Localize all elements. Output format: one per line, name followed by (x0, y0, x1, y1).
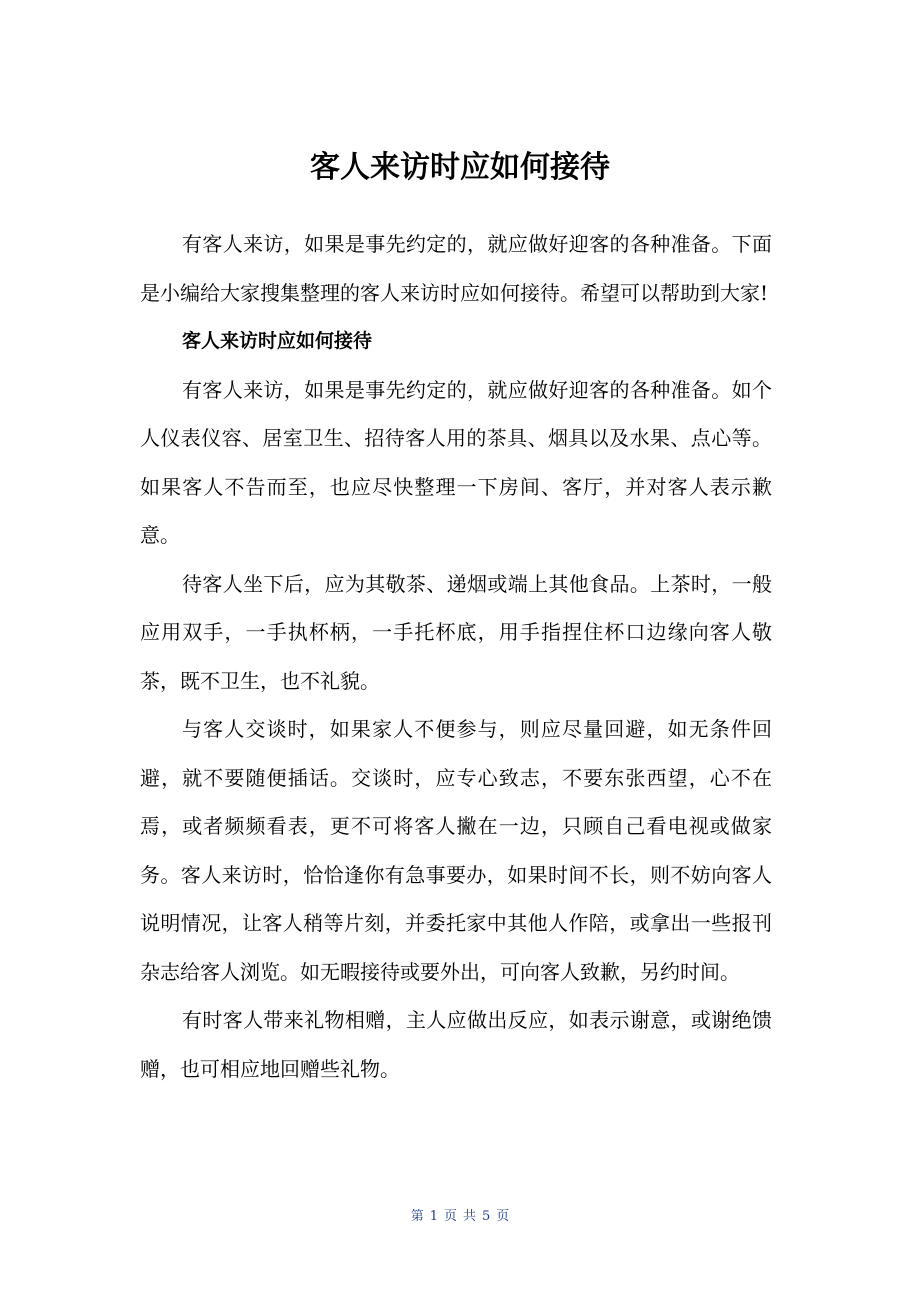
paragraph-serving-tea: 待客人坐下后，应为其敬茶、递烟或端上其他食品。上茶时，一般应用双手，一手执杯柄，一手托杯底，用手指捏住杯口边缘向客人敬茶，既不卫生，也不礼貌。 (140, 571, 772, 693)
page-title: 客人来访时应如何接待 (310, 150, 610, 185)
section-heading: 客人来访时应如何接待 (182, 330, 373, 352)
footer-total-pages: 5 (482, 1209, 491, 1224)
page-footer (0, 1206, 920, 1228)
paragraph-preparation: 有客人来访，如果是事先约定的，就应做好迎客的各种准备。如个人仪表仪容、居室卫生、招待客人用的茶具、烟具以及水果、点心等。如果客人不告而至，也应尽快整理一下房间、客厅，并对客人表示歉意。 (140, 377, 772, 547)
footer-page-word: 页 (443, 1209, 457, 1224)
footer-current-page: 1 (429, 1209, 438, 1224)
footer-prefix: 第 (410, 1209, 424, 1224)
footer-total-word: 共 (463, 1209, 477, 1224)
paragraph-conversation: 与客人交谈时，如果家人不便参与，则应尽量回避，如无条件回避，就不要随便插话。交谈时，应专心致志，不要东张西望，心不在焉，或者频频看表，更不可将客人撇在一边，只顾自己看电视或做家务。客人来访时，恰恰逢你有急事要办，如果时间不长，则不妨向客人说明情况，让客人稍等片刻，并委托家中其他人作陪，或拿出一些报刊杂志给客人浏览。如无暇接待或要外出，可向客人致歉，另约时间。 (140, 717, 772, 984)
intro-paragraph: 有客人来访，如果是事先约定的，就应做好迎客的各种准备。下面是小编给大家搜集整理的客人来访时应如何接待。希望可以帮助到大家! (140, 232, 772, 305)
document-body (140, 220, 772, 1093)
paragraph-gifts: 有时客人带来礼物相赠，主人应做出反应，如表示谢意，或谢绝馈赠，也可相应地回赠些礼物。 (140, 1008, 772, 1081)
footer-suffix: 页 (496, 1209, 510, 1224)
